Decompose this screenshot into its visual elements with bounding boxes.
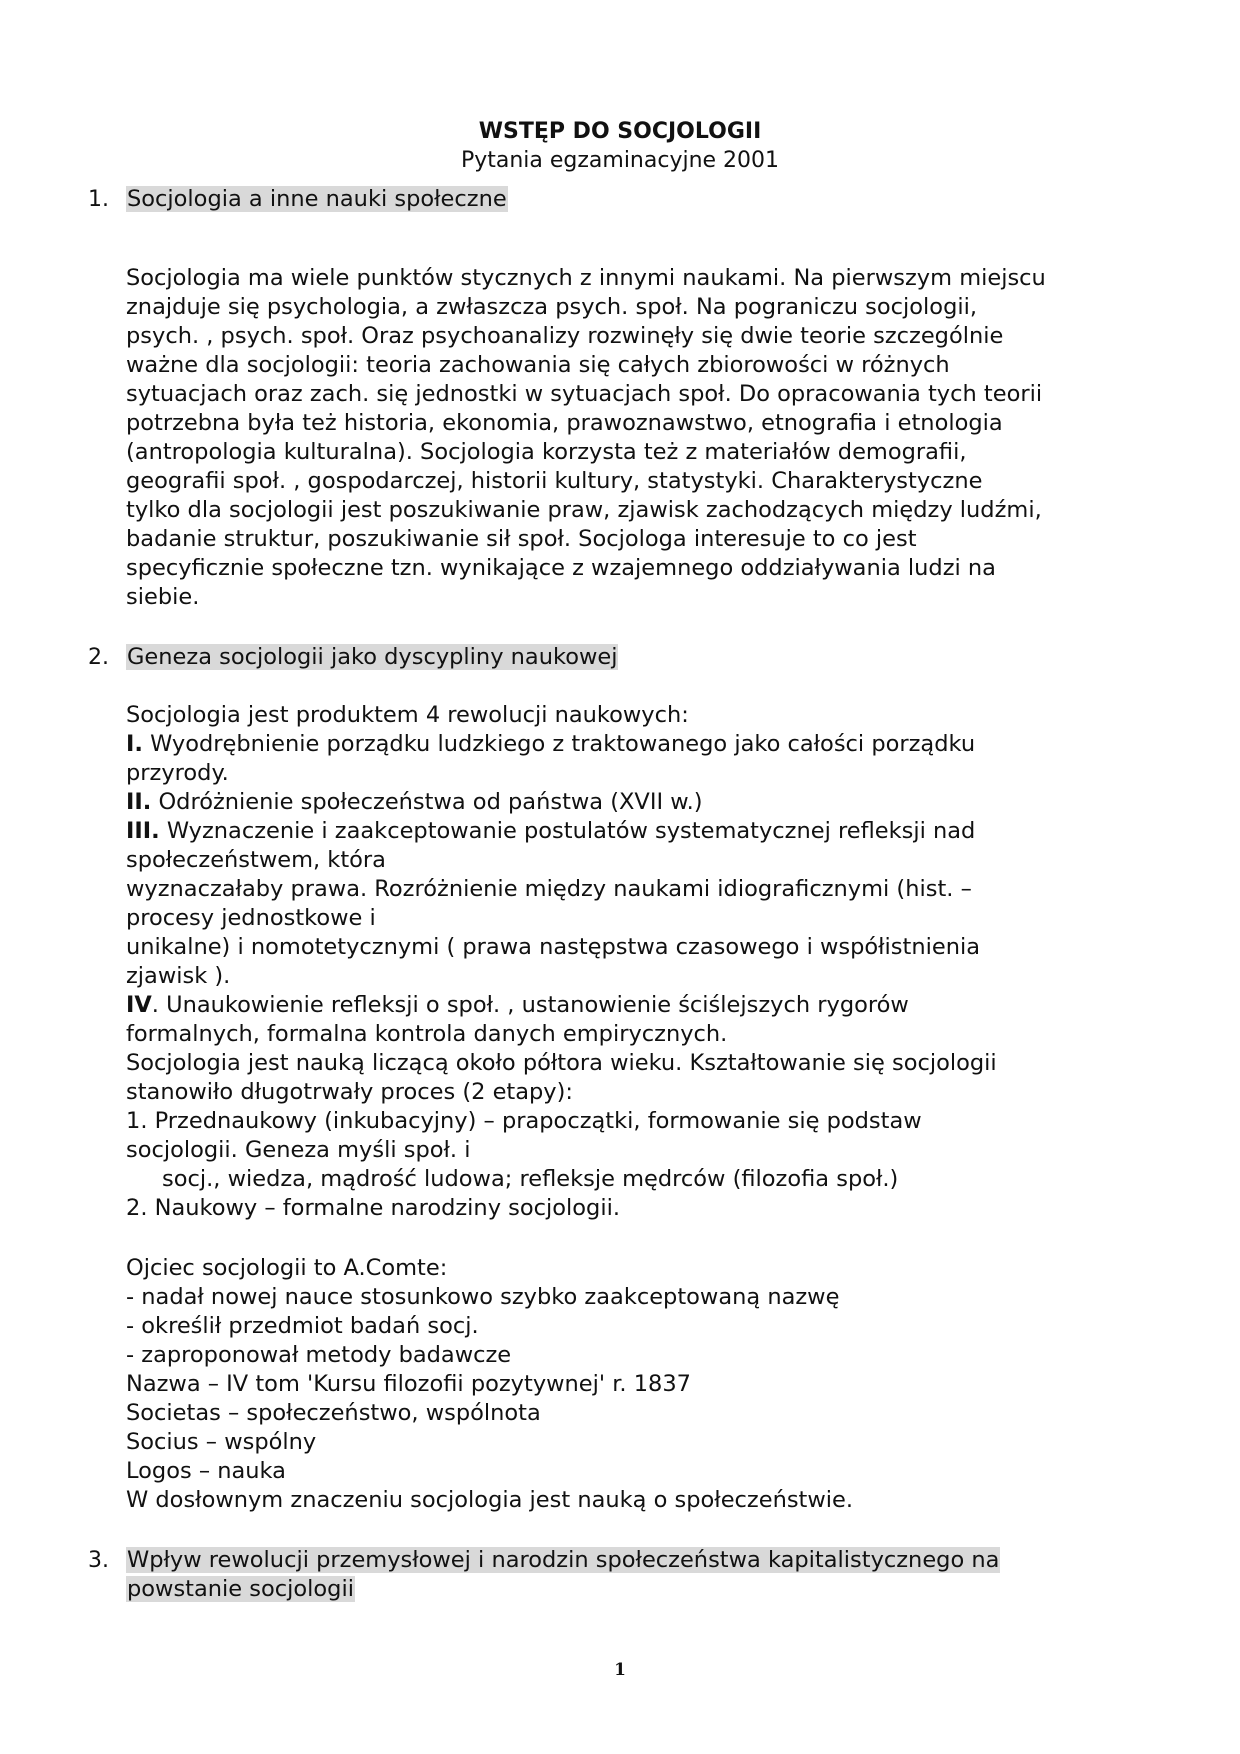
answer-line: Socjologia ma wiele punktów stycznych z innymi naukami. Na pierwszym miejscu bbox=[126, 265, 1046, 291]
question-3-heading-text-2: powstanie socjologii bbox=[127, 1576, 354, 1602]
question-1-heading bbox=[126, 185, 508, 214]
answer-line: - nadał nowej nauce stosunkowo szybko zaakceptowaną nazwę bbox=[126, 1284, 840, 1310]
question-1-answer bbox=[126, 264, 1136, 612]
document-subtitle: Pytania egzaminacyjne 2001 bbox=[460, 148, 780, 173]
answer-line: Ojciec socjologii to A.Comte: bbox=[126, 1255, 448, 1281]
question-1-number: 1. bbox=[88, 187, 109, 212]
revolution-4 bbox=[126, 991, 1136, 1020]
revolution-2 bbox=[126, 788, 1136, 817]
revolution-1-text: Wyodrębnienie porządku ludzkiego z traktowanego jako całości porządku bbox=[142, 731, 976, 757]
answer-line: zjawisk ). bbox=[126, 963, 231, 989]
page-number: 1 bbox=[614, 1660, 626, 1680]
answer-line: badanie struktur, poszukiwanie sił społ. Socjologa interesuje to co jest bbox=[126, 526, 917, 552]
answer-line: (antropologia kulturalna). Socjologia korzysta też z materiałów demografii, bbox=[126, 439, 967, 465]
question-2-number: 2. bbox=[88, 645, 109, 670]
revolution-4-text: . Unaukowienie refleksji o społ. , ustanowienie ściślejszych rygorów bbox=[151, 992, 909, 1018]
revolution-1 bbox=[126, 730, 1136, 759]
question-2-heading-text: Geneza socjologii jako dyscypliny naukowej bbox=[127, 644, 618, 670]
question-3-number: 3. bbox=[88, 1548, 109, 1573]
revolution-3 bbox=[126, 817, 1136, 846]
answer-line: geografii społ. , gospodarczej, historii kultury, statystyki. Charakterystyczne bbox=[126, 468, 983, 494]
comte-section bbox=[126, 1254, 1136, 1515]
question-1-heading-text: Socjologia a inne nauki społeczne bbox=[127, 186, 507, 212]
answer-line: W dosłownym znaczeniu socjologia jest nauką o społeczeństwie. bbox=[126, 1487, 854, 1513]
answer-line: socjologii. Geneza myśli społ. i bbox=[126, 1137, 471, 1163]
question-3-heading-line-1 bbox=[126, 1546, 1000, 1575]
answer-line: tylko dla socjologii jest poszukiwanie praw, zjawisk zachodzących między ludźmi, bbox=[126, 497, 1042, 523]
revolution-2-text: Odróżnienie społeczeństwa od państwa (XVII w.) bbox=[151, 789, 703, 815]
answer-line: społeczeństwem, która bbox=[126, 847, 386, 873]
answer-line: procesy jednostkowe i bbox=[126, 905, 376, 931]
document-title: WSTĘP DO SOCJOLOGII bbox=[478, 119, 762, 144]
answer-line: potrzebna była też historia, ekonomia, prawoznawstwo, etnografia i etnologia bbox=[126, 410, 1003, 436]
question-3-heading bbox=[126, 1546, 1000, 1604]
answer-line: Socius – wspólny bbox=[126, 1429, 317, 1455]
answer-line: - zaproponował metody badawcze bbox=[126, 1342, 512, 1368]
stage-1: 1. Przednaukowy (inkubacyjny) – prapoczątki, formowanie się podstaw bbox=[126, 1108, 922, 1134]
answer-line: wyznaczałaby prawa. Rozróżnienie między naukami idiograficznymi (hist. – bbox=[126, 876, 972, 902]
answer-line: unikalne) i nomotetycznymi ( prawa następstwa czasowego i współistnienia bbox=[126, 934, 980, 960]
answer-line: formalnych, formalna kontrola danych empirycznych. bbox=[126, 1021, 728, 1047]
answer-line: specyficznie społeczne tzn. wynikające z wzajemnego oddziaływania ludzi na bbox=[126, 555, 996, 581]
answer-line: Nazwa – IV tom 'Kursu filozofii pozytywnej' r. 1837 bbox=[126, 1371, 691, 1397]
answer-line: Socjologia jest produktem 4 rewolucji naukowych: bbox=[126, 702, 689, 728]
answer-line: znajduje się psychologia, a zwłaszcza psych. społ. Na pograniczu socjologii, bbox=[126, 294, 978, 320]
revolution-1-label: I. bbox=[126, 731, 143, 757]
answer-line: Socjologia jest nauką liczącą około półtora wieku. Kształtowanie się socjologii bbox=[126, 1050, 997, 1076]
stage-2: 2. Naukowy – formalne narodziny socjologii. bbox=[126, 1195, 620, 1221]
answer-line: Societas – społeczeństwo, wspólnota bbox=[126, 1400, 541, 1426]
answer-line: - określił przedmiot badań socj. bbox=[126, 1313, 479, 1339]
revolution-4-label: IV bbox=[126, 992, 152, 1018]
answer-line: ważne dla socjologii: teoria zachowania się całych zbiorowości w różnych bbox=[126, 352, 950, 378]
question-2-heading bbox=[126, 643, 618, 672]
question-2-answer bbox=[126, 701, 1136, 1223]
question-3-heading-line-2 bbox=[126, 1575, 1000, 1604]
question-3-heading-text-1: Wpływ rewolucji przemysłowej i narodzin społeczeństwa kapitalistycznego na bbox=[127, 1547, 1000, 1573]
answer-line: sytuacjach oraz zach. się jednostki w sytuacjach społ. Do opracowania tych teorii bbox=[126, 381, 1043, 407]
answer-line: socj., wiedza, mądrość ludowa; refleksje mędrców (filozofia społ.) bbox=[162, 1166, 899, 1192]
answer-line: psych. , psych. społ. Oraz psychoanalizy rozwinęły się dwie teorie szczególnie bbox=[126, 323, 1004, 349]
answer-line: przyrody. bbox=[126, 760, 229, 786]
revolution-2-label: II. bbox=[126, 789, 152, 815]
revolution-3-label: III. bbox=[126, 818, 160, 844]
revolution-3-text: Wyznaczenie i zaakceptowanie postulatów systematycznej refleksji nad bbox=[159, 818, 976, 844]
answer-line: Logos – nauka bbox=[126, 1458, 286, 1484]
answer-line: stanowiło długotrwały proces (2 etapy): bbox=[126, 1079, 573, 1105]
answer-line: siebie. bbox=[126, 584, 200, 610]
